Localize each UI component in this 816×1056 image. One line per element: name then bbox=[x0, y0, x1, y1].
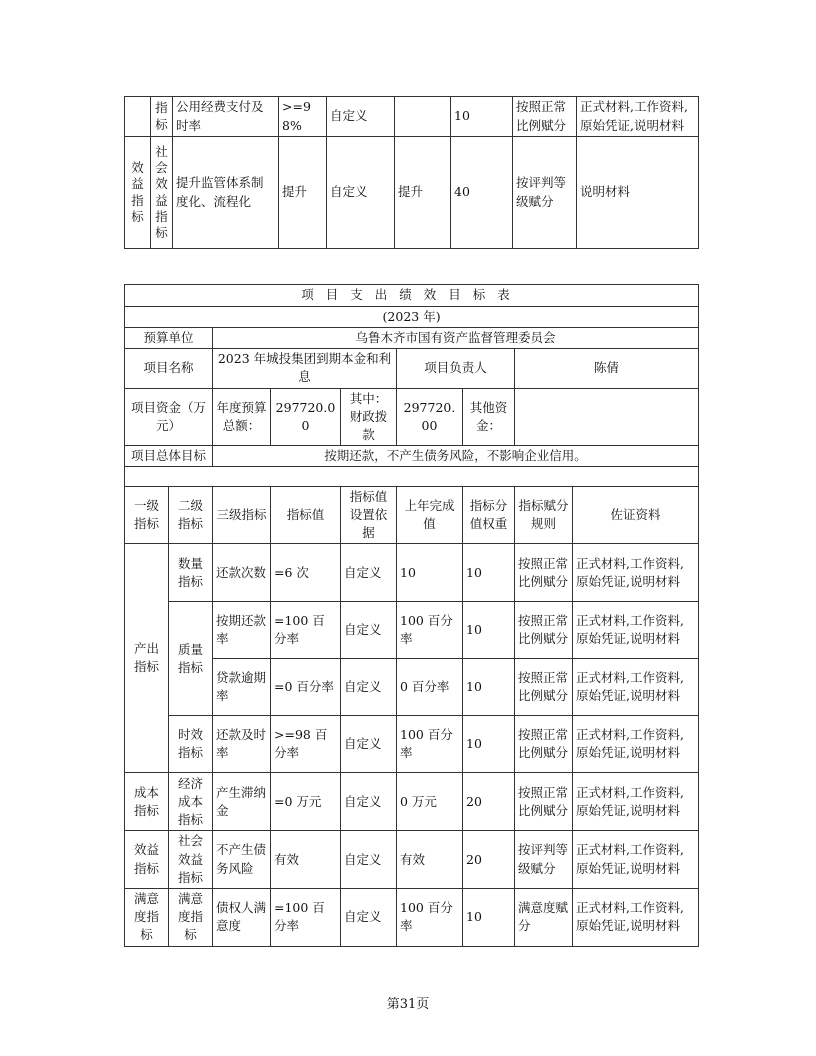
last-year-cell bbox=[395, 97, 451, 137]
method-cell: 按照正常比例赋分 bbox=[515, 773, 573, 831]
leader-label: 项目负责人 bbox=[397, 349, 515, 388]
page-number: 第31页 bbox=[386, 997, 430, 1012]
lvl2-cell: 指标 bbox=[151, 97, 173, 137]
lvl2-timeliness: 时效指标 bbox=[169, 716, 213, 773]
header-cell: 二级指标 bbox=[169, 487, 213, 544]
method-cell: 按评判等级赋分 bbox=[515, 831, 573, 888]
spacer-row bbox=[125, 467, 699, 487]
lvl3-cell: 产生滞纳金 bbox=[213, 773, 271, 831]
lvl3-cell: 提升监管体系制度化、流程化 bbox=[173, 137, 279, 249]
last-year-cell: 有效 bbox=[397, 831, 463, 888]
table-row bbox=[125, 544, 699, 602]
table-title: 项目支出绩效目标表 bbox=[125, 285, 699, 307]
lvl3-cell: 债权人满意度 bbox=[213, 888, 271, 946]
last-year-cell: 100 百分率 bbox=[397, 888, 463, 946]
weight-cell: 40 bbox=[451, 137, 513, 249]
lvl1-benefit: 效益指标 bbox=[125, 831, 169, 888]
lvl2-quality: 质量指标 bbox=[169, 602, 213, 716]
header-row bbox=[125, 487, 699, 544]
value-cell: 有效 bbox=[271, 831, 341, 888]
weight-cell: 20 bbox=[463, 773, 515, 831]
header-cell: 三级指标 bbox=[213, 487, 271, 544]
method-cell: 按照正常比例赋分 bbox=[515, 544, 573, 602]
evidence-cell: 正式材料,工作资料,原始凭证,说明材料 bbox=[573, 773, 699, 831]
unit-value: 乌鲁木齐市国有资产监督管理委员会 bbox=[213, 328, 699, 349]
evidence-cell: 正式材料,工作资料,原始凭证,说明材料 bbox=[573, 888, 699, 946]
weight-cell: 10 bbox=[463, 888, 515, 946]
method-cell: 按照正常比例赋分 bbox=[515, 659, 573, 716]
other-label: 其他资金： bbox=[463, 388, 515, 445]
table-row bbox=[125, 716, 699, 773]
fund-row bbox=[125, 388, 699, 445]
lvl2-satisfaction: 满意度指标 bbox=[169, 888, 213, 946]
basis-cell: 自定义 bbox=[341, 831, 397, 888]
table-title-row bbox=[125, 285, 699, 307]
evidence-cell: 正式材料,工作资料,原始凭证,说明材料 bbox=[577, 97, 699, 137]
last-year-cell: 0 万元 bbox=[397, 773, 463, 831]
last-year-cell: 10 bbox=[397, 544, 463, 602]
evidence-cell: 正式材料,工作资料,原始凭证,说明材料 bbox=[573, 659, 699, 716]
header-cell: 一级指标 bbox=[125, 487, 169, 544]
name-value: 2023 年城投集团到期本金和利息 bbox=[213, 349, 397, 388]
weight-cell: 10 bbox=[451, 97, 513, 137]
lvl3-cell: 还款及时率 bbox=[213, 716, 271, 773]
weight-cell: 10 bbox=[463, 602, 515, 659]
value-cell: 提升 bbox=[279, 137, 327, 249]
evidence-cell: 正式材料,工作资料,原始凭证,说明材料 bbox=[573, 831, 699, 888]
goal-value: 按期还款，不产生债务风险，不影响企业信用。 bbox=[213, 445, 699, 466]
fiscal-value: 297720.00 bbox=[397, 388, 463, 445]
fiscal-label: 其中：财政拨款 bbox=[341, 388, 397, 445]
unit-label: 预算单位 bbox=[125, 328, 213, 349]
header-cell: 指标值 bbox=[271, 487, 341, 544]
goal-label: 项目总体目标 bbox=[125, 445, 213, 466]
basis-cell: 自定义 bbox=[341, 659, 397, 716]
table-row bbox=[125, 888, 699, 946]
weight-cell: 10 bbox=[463, 659, 515, 716]
other-value bbox=[515, 388, 699, 445]
lvl1-output: 产出指标 bbox=[125, 544, 169, 773]
lvl1-cost: 成本指标 bbox=[125, 773, 169, 831]
basis-cell: 自定义 bbox=[341, 544, 397, 602]
basis-cell: 自定义 bbox=[341, 602, 397, 659]
method-cell: 按照正常比例赋分 bbox=[515, 716, 573, 773]
value-cell: >=98 百分率 bbox=[271, 716, 341, 773]
basis-cell: 自定义 bbox=[341, 773, 397, 831]
lvl1-cell: 效益指标 bbox=[125, 137, 151, 249]
spacer-cell bbox=[125, 467, 699, 487]
name-label: 项目名称 bbox=[125, 349, 213, 388]
annual-label: 年度预算总额： bbox=[213, 388, 271, 445]
method-cell: 满意度赋分 bbox=[515, 888, 573, 946]
last-year-cell: 提升 bbox=[395, 137, 451, 249]
fund-label: 项目资金（万元） bbox=[125, 388, 213, 445]
header-cell: 上年完成值 bbox=[397, 487, 463, 544]
value-cell: >=98% bbox=[279, 97, 327, 137]
lvl2-cell: 社会效益指标 bbox=[151, 137, 173, 249]
weight-cell: 10 bbox=[463, 716, 515, 773]
table-row bbox=[125, 831, 699, 888]
basis-cell: 自定义 bbox=[327, 137, 395, 249]
evidence-cell: 正式材料,工作资料,原始凭证,说明材料 bbox=[573, 602, 699, 659]
value-cell: =0 百分率 bbox=[271, 659, 341, 716]
leader-value: 陈倩 bbox=[515, 349, 699, 388]
lvl2-quantity: 数量指标 bbox=[169, 544, 213, 602]
table-row bbox=[125, 602, 699, 659]
lvl2-econ-cost: 经济成本指标 bbox=[169, 773, 213, 831]
lvl3-cell: 公用经费支付及时率 bbox=[173, 97, 279, 137]
header-cell: 指标分值权重 bbox=[463, 487, 515, 544]
lvl1-satisfaction: 满意度指标 bbox=[125, 888, 169, 946]
lvl3-cell: 贷款逾期率 bbox=[213, 659, 271, 716]
value-cell: =100 百分率 bbox=[271, 602, 341, 659]
table-row bbox=[125, 137, 699, 249]
weight-cell: 10 bbox=[463, 544, 515, 602]
last-year-cell: 100 百分率 bbox=[397, 602, 463, 659]
method-cell: 按评判等级赋分 bbox=[513, 137, 577, 249]
value-cell: =6 次 bbox=[271, 544, 341, 602]
table-year: (2023 年) bbox=[125, 307, 699, 328]
last-year-cell: 100 百分率 bbox=[397, 716, 463, 773]
value-cell: =0 万元 bbox=[271, 773, 341, 831]
table-row bbox=[125, 97, 699, 137]
evidence-cell: 正式材料,工作资料,原始凭证,说明材料 bbox=[573, 544, 699, 602]
annual-value: 297720.00 bbox=[271, 388, 341, 445]
method-cell: 按照正常比例赋分 bbox=[513, 97, 577, 137]
method-cell: 按照正常比例赋分 bbox=[515, 602, 573, 659]
basis-cell: 自定义 bbox=[341, 888, 397, 946]
header-cell: 佐证资料 bbox=[573, 487, 699, 544]
header-cell: 指标赋分规则 bbox=[515, 487, 573, 544]
unit-row bbox=[125, 328, 699, 349]
lvl2-social-benefit: 社会效益指标 bbox=[169, 831, 213, 888]
lvl3-cell: 按期还款率 bbox=[213, 602, 271, 659]
last-year-cell: 0 百分率 bbox=[397, 659, 463, 716]
basis-cell: 自定义 bbox=[341, 716, 397, 773]
table-row bbox=[125, 773, 699, 831]
name-row bbox=[125, 349, 699, 388]
header-cell: 指标值设置依据 bbox=[341, 487, 397, 544]
year-row bbox=[125, 307, 699, 328]
performance-target-table bbox=[124, 284, 699, 947]
evidence-cell: 说明材料 bbox=[577, 137, 699, 249]
lvl1-cell bbox=[125, 97, 151, 137]
goal-row bbox=[125, 445, 699, 466]
weight-cell: 20 bbox=[463, 831, 515, 888]
basis-cell: 自定义 bbox=[327, 97, 395, 137]
lvl3-cell: 还款次数 bbox=[213, 544, 271, 602]
performance-table-continued bbox=[124, 96, 699, 249]
lvl3-cell: 不产生债务风险 bbox=[213, 831, 271, 888]
value-cell: =100 百分率 bbox=[271, 888, 341, 946]
evidence-cell: 正式材料,工作资料,原始凭证,说明材料 bbox=[573, 716, 699, 773]
